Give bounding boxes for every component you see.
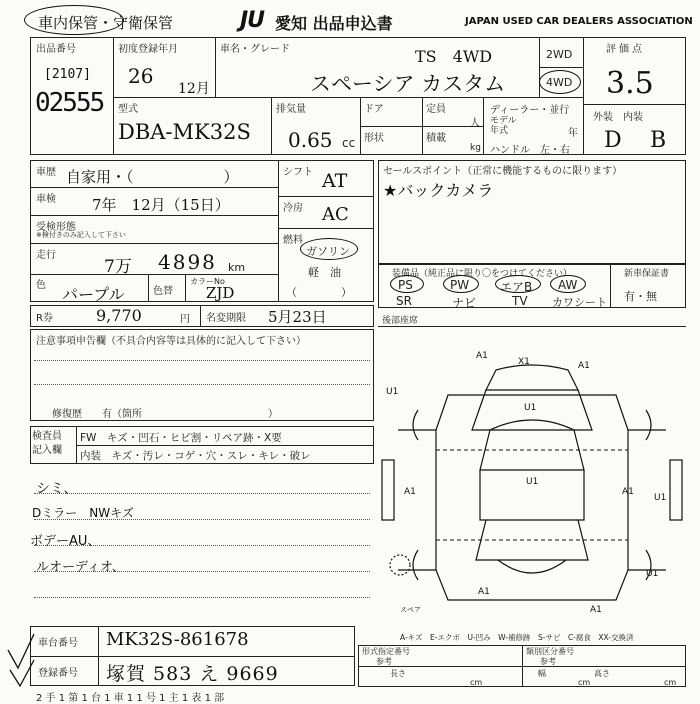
equipment-aw: AW — [558, 278, 578, 292]
inspector-row2: 内装 キズ・汚レ・コゲ・穴・スレ・キレ・破レ — [80, 450, 311, 462]
label-shape: 形状 — [364, 133, 384, 144]
equipment-pw: PW — [450, 278, 470, 292]
equipment-ps: PS — [398, 278, 413, 292]
selling-point: ★バックカメラ — [383, 181, 494, 200]
equipment-sr: SR — [396, 294, 412, 308]
equipment-tv: TV — [512, 294, 528, 308]
fuel-gas: ガソリン — [306, 245, 350, 258]
spare-label: スペア — [400, 606, 421, 614]
label-notes-header: 注意事項申告欄（不具合内容等は具体的に記入して下さい） — [36, 336, 306, 347]
circle-ps — [390, 275, 424, 293]
label-nen: 年 — [568, 128, 578, 139]
fuel-gas-circle — [300, 238, 358, 260]
label-4wd: 4WD — [546, 76, 573, 89]
sankou-1: 参考 — [376, 657, 392, 666]
shift: AT — [322, 170, 348, 192]
circle-airbag — [495, 275, 541, 293]
label-width-cm: cm — [578, 678, 591, 687]
label-height-cm: cm — [664, 678, 677, 687]
label-repair-history: 修復歴 有（箇所 — [52, 409, 142, 420]
label-accept-form: 受検形態 — [36, 222, 76, 233]
label-displacement: 排気量 — [276, 104, 306, 115]
label-2wd: 2WD — [546, 48, 573, 61]
storage-note: 車内保管・守衛保管 — [38, 14, 174, 32]
label-inspection: 車検 — [36, 194, 56, 205]
mark-u1-left: U1 — [386, 387, 399, 397]
color-code: ZJD — [206, 284, 235, 302]
score: 3.5 — [606, 66, 654, 101]
label-kg: kg — [470, 143, 481, 153]
chassis-number: MK32S-861678 — [106, 629, 249, 650]
history: 自家用・（ ） — [66, 168, 239, 186]
label-doors: ドア — [364, 104, 384, 115]
label-color: 色 — [36, 280, 46, 291]
label-inspector: 検査員 記入欄 — [32, 431, 62, 456]
label-model-year: モデル 年式 — [490, 116, 517, 136]
label-registration-number: 登録番号 — [38, 668, 78, 679]
label-equipment: 装備品（純正品に限り〇をつけてください） — [392, 269, 573, 279]
lot-number: 02555 — [35, 88, 104, 118]
equipment-airbag: エアB — [500, 280, 533, 294]
note-4: ルオーディオ、 — [36, 560, 125, 575]
4wd-circle — [539, 70, 581, 94]
lot-bracket: [2107] — [44, 67, 91, 82]
label-length-cm: cm — [470, 678, 483, 687]
mileage-rest: 4898 — [158, 250, 217, 274]
label-fuel: 燃料 — [283, 235, 303, 246]
label-exterior-interior: 外装 内装 — [593, 112, 643, 123]
english-title: JAPAN USED CAR DEALERS ASSOCIATION — [465, 16, 693, 27]
car-name: スペーシア カスタム — [310, 72, 506, 96]
mark-u1-roof: U1 — [526, 477, 539, 487]
label-height: 高さ — [594, 669, 610, 678]
r-ticket: 9,770 — [96, 306, 142, 325]
label-width: 幅 — [538, 669, 546, 678]
label-handle: ハンドル 左・右 — [490, 145, 570, 156]
bottom-strip: 2 手 1 第 1 台 1 車 1 1 号 1 主 1 表 1 部 — [36, 693, 225, 704]
mark-a1-left: A1 — [404, 487, 416, 497]
label-persons: 人 — [470, 118, 480, 129]
interior-grade: B — [650, 128, 667, 153]
fuel-other: （ ） — [286, 286, 352, 299]
cooling: AC — [322, 204, 349, 225]
inspector-row1: FW キズ・凹石・ヒビ割・リペア跡・X要 — [80, 432, 282, 444]
reg-year: 26 — [128, 64, 154, 88]
accept-note: ※検付きのみ記入して下さい — [36, 231, 126, 239]
mileage-man: 7万 — [104, 257, 132, 277]
label-dealer-parallel: ディーラー・並行 — [490, 105, 570, 116]
label-yen: 円 — [180, 314, 190, 325]
label-length: 長さ — [390, 669, 406, 678]
label-model-type: 型式 — [118, 104, 138, 115]
label-color-code: カラーNo — [190, 277, 225, 286]
equipment-seat: カワシート — [552, 296, 607, 309]
ju-logo: JU — [240, 8, 265, 33]
displacement-unit: cc — [342, 136, 356, 150]
label-cooling: 冷房 — [283, 203, 303, 214]
mark-a1-right: A1 — [622, 487, 634, 497]
mark-a1-rear-left: A1 — [478, 587, 490, 597]
label-form-designation: 形式指定番号 — [362, 647, 410, 656]
label-rear-seat: 後部座席 — [382, 316, 419, 326]
note-2: Dミラー NWキズ — [32, 506, 134, 520]
label-new-car-warranty: 新車保証書 — [624, 269, 670, 279]
mark-a1-top-left: A1 — [476, 351, 488, 361]
mark-u1-right: U1 — [654, 493, 667, 503]
label-category-code: 類別区分番号 — [526, 647, 574, 656]
name-change-date: 5月23日 — [268, 308, 327, 326]
mark-a1-top-right: A1 — [578, 361, 590, 371]
car-damage-diagram — [378, 350, 686, 620]
inspection-date: 7年 12月（15日） — [92, 196, 230, 214]
mark-x1-top: X1 — [518, 357, 530, 367]
storage-circle — [24, 5, 124, 35]
mark-u1-front: U1 — [524, 403, 537, 413]
grade: TS 4WD — [415, 47, 493, 66]
equipment-navi: ナビ — [452, 296, 477, 310]
label-load: 積載 — [426, 133, 446, 144]
mileage-unit: km — [228, 261, 246, 274]
sankou-2: 参考 — [540, 657, 556, 666]
label-history: 車歴 — [36, 167, 56, 178]
label-lot-number: 出品番号 — [36, 44, 76, 55]
damage-legend: A-キズ E-エクボ U-凹み W-補修跡 S-サビ C-腐食 XX-交換済 — [400, 633, 634, 642]
check-marks — [4, 630, 38, 690]
label-r-ticket: R券 — [36, 313, 53, 324]
label-selling-points: セールスポイント（正常に機能するものに限ります） — [383, 166, 623, 177]
label-name-change-deadline: 名変期限 — [206, 313, 246, 324]
label-score: 評価点 — [606, 44, 645, 55]
circle-aw — [550, 275, 586, 293]
registration-number: 塚賀 583 え 9669 — [106, 663, 279, 685]
mark-u1-rear-right: U1 — [646, 569, 659, 579]
note-1: シミ、 — [36, 481, 78, 497]
color: パープル — [62, 285, 125, 304]
displacement: 0.65 — [288, 128, 333, 152]
label-shift: シフト — [283, 167, 313, 178]
note-3: ボデーAU、 — [30, 534, 101, 549]
circle-pw — [443, 275, 479, 293]
org-title: 愛知 出品申込書 — [275, 14, 393, 33]
label-mileage: 走行 — [36, 250, 56, 261]
warranty-choice: 有・無 — [624, 290, 657, 303]
label-color-change: 色替 — [153, 286, 173, 297]
reg-month: 12月 — [178, 81, 210, 97]
model-type: DBA-MK32S — [118, 120, 251, 144]
label-model-grade: 車名・グレード — [220, 44, 290, 55]
label-first-registration: 初度登録年月 — [118, 44, 178, 55]
label-capacity: 定員 — [426, 104, 446, 115]
label-chassis-number: 車台番号 — [38, 638, 78, 649]
mark-a1-bottom: A1 — [590, 605, 602, 615]
repair-close: ） — [268, 409, 278, 420]
fuel-diesel: 軽 油 — [308, 266, 341, 279]
exterior-grade: D — [604, 128, 622, 153]
